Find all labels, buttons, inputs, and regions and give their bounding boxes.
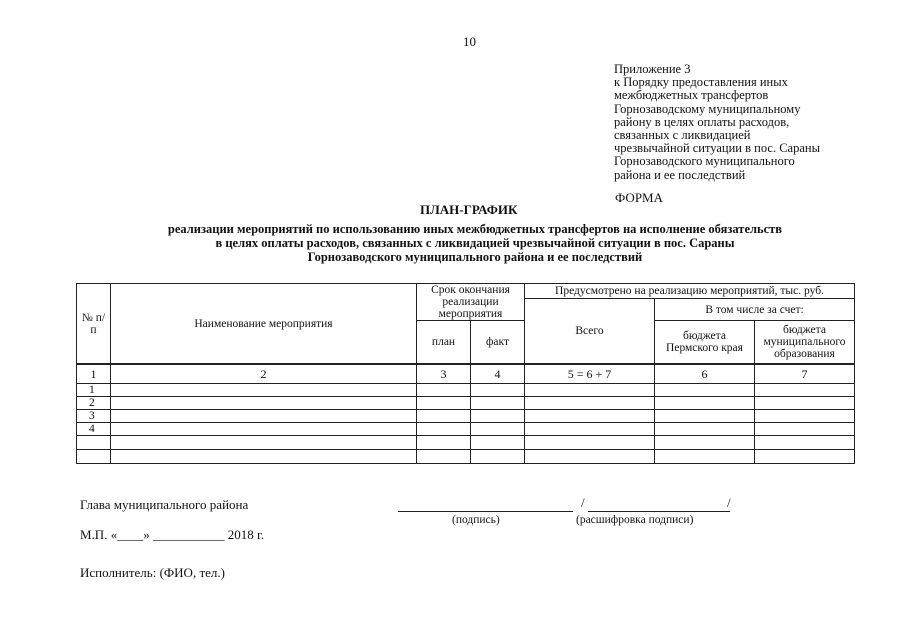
header-fact: факт [471,321,525,365]
header-including: В том числе за счет: [655,299,855,321]
table-cell [471,410,525,423]
header-name: Наименование мероприятия [111,284,417,365]
header-plan: план [417,321,471,365]
appendix-block [614,63,884,182]
column-number: 6 [655,364,755,384]
appendix-line: Горнозаводского муниципального [614,154,795,169]
appendix-line: району в целях оплаты расходов, [614,114,790,129]
table-cell [471,450,525,464]
subtitle-line: реализации мероприятий по использованию иных межбюджетных трансфертов на исполнение обязательств [167,222,783,236]
table-row [77,384,855,397]
stamp-date-line: М.П. «____» ___________ 2018 г. [80,527,265,542]
table-cell [471,436,525,450]
table-cell [755,450,855,464]
form-label: ФОРМА [615,190,663,205]
table-cell [471,384,525,397]
subtitle-line: в целях оплаты расходов, связанных с ликвидацией чрезвычайной ситуации в пос. Сараны [215,236,735,250]
column-number: 1 [77,364,111,384]
column-number: 7 [755,364,855,384]
table-cell [655,423,755,436]
header-total: Всего [525,299,655,365]
appendix-line: чрезвычайной ситуации в пос. Сараны [614,141,820,156]
column-number: 4 [471,364,525,384]
row-number [77,436,111,450]
table-cell [655,410,755,423]
header-region-budget: бюджета Пермского края [655,321,755,365]
table-cell [755,397,855,410]
column-number: 5 = 6 + 7 [525,364,655,384]
table-cell [755,423,855,436]
page-number: 10 [463,34,476,49]
signature-line [398,511,573,512]
table-cell [655,397,755,410]
table-cell [417,410,471,423]
table-cell [755,384,855,397]
row-number: 1 [77,384,111,397]
table-cell [111,436,417,450]
table-cell [525,423,655,436]
header-provided: Предусмотрено на реализацию мероприятий, тыс. руб. [525,284,855,299]
row-number [77,450,111,464]
table-cell [525,384,655,397]
slash: / [727,495,731,510]
appendix-line: к Порядку предоставления иных [614,75,788,90]
column-number: 2 [111,364,417,384]
plan-table [76,283,855,464]
executor-label: Исполнитель: (ФИО, тел.) [80,565,225,580]
header-no: № п/п [77,284,111,365]
head-label: Глава муниципального района [80,497,249,512]
table-cell [525,450,655,464]
row-number: 3 [77,410,111,423]
table-cell [111,423,417,436]
header-deadline: Срок окончания реализации мероприятия [417,284,525,321]
table-cell [417,436,471,450]
document-subtitle [90,222,860,264]
signature-caption: (подпись) [452,514,500,526]
decode-caption: (расшифровка подписи) [576,514,694,526]
table-cell [655,436,755,450]
table-cell [655,384,755,397]
table-row [77,436,855,450]
column-number: 3 [417,364,471,384]
row-number: 2 [77,397,111,410]
appendix-line: Приложение 3 [614,62,691,76]
table-cell [111,450,417,464]
appendix-line: связанных с ликвидацией [614,128,751,143]
table-cell [111,384,417,397]
table-cell [525,397,655,410]
table-cell [471,423,525,436]
table-cell [755,436,855,450]
slash: / [581,495,585,510]
table-cell [471,397,525,410]
table-cell [525,410,655,423]
table-cell [525,436,655,450]
header-municipal-budget: бюджета муниципального образования [755,321,855,365]
table-row [77,397,855,410]
table-cell [655,450,755,464]
decode-line [588,511,730,512]
column-number-row [77,364,855,384]
table-cell [417,384,471,397]
table-row [77,450,855,464]
table-row [77,410,855,423]
table-row [77,423,855,436]
appendix-line: Горнозаводскому муниципальному [614,101,801,116]
document-title: ПЛАН-ГРАФИК [420,202,518,217]
subtitle-line: Горнозаводского муниципального района и ее последствий [307,250,643,264]
table-cell [417,397,471,410]
row-number: 4 [77,423,111,436]
table-cell [111,397,417,410]
table-cell [755,410,855,423]
table-cell [417,423,471,436]
table-cell [111,410,417,423]
table-cell [417,450,471,464]
appendix-line: межбюджетных трансфертов [614,88,769,103]
appendix-line: района и ее последствий [614,167,746,182]
